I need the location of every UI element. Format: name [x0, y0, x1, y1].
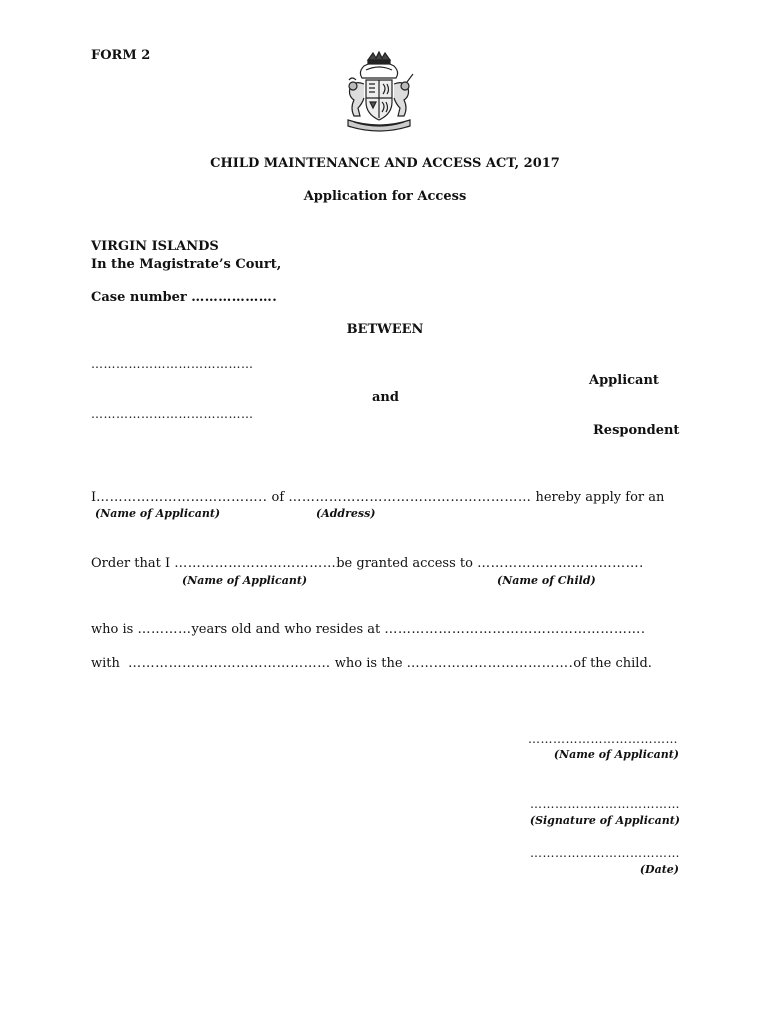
coat-of-arms-icon	[340, 50, 418, 138]
caption-order-name-of-applicant: (Name of Applicant)	[182, 574, 308, 587]
jurisdiction-court: In the Magistrate’s Court,	[91, 257, 282, 272]
application-line-3	[91, 622, 646, 637]
child-residence-blank[interactable]: ………………………………………………….	[384, 622, 646, 637]
respondent-label: Respondent	[593, 423, 680, 438]
respondent-name-field[interactable]: …………………………………	[91, 407, 254, 421]
line4-middle: who is the	[334, 656, 403, 671]
line2-middle: be granted access to	[336, 556, 473, 571]
child-age-blank[interactable]: …………	[137, 622, 192, 637]
case-number-field[interactable]: ……………….	[191, 290, 278, 305]
act-title: CHILD MAINTENANCE AND ACCESS ACT, 2017	[210, 156, 560, 171]
between-label: BETWEEN	[346, 322, 424, 337]
caption-signature: (Signature of Applicant)	[529, 814, 680, 827]
application-line-4	[91, 656, 652, 671]
applicant-name-blank[interactable]: ………………………………..	[96, 490, 268, 505]
application-line-2	[91, 556, 644, 571]
line1-prefix: I	[91, 490, 97, 505]
date-field[interactable]: ………………………………	[530, 846, 680, 860]
application-line-1	[91, 490, 664, 505]
form-subtitle: Application for Access	[303, 189, 467, 204]
case-number-row	[91, 290, 277, 305]
relationship-blank[interactable]: ……………………………….	[406, 656, 574, 671]
order-applicant-blank[interactable]: ………………………………	[174, 556, 337, 571]
caption-signature-name: (Name of Applicant)	[553, 748, 679, 761]
line4-prefix: with	[91, 656, 120, 671]
caption-name-of-applicant: (Name of Applicant)	[95, 507, 221, 520]
line2-prefix: Order that I	[91, 556, 171, 571]
line4-suffix: of the child.	[573, 656, 652, 671]
and-label: and	[372, 390, 399, 405]
line3-prefix: who is	[91, 622, 134, 637]
child-name-blank[interactable]: ……………………………….	[477, 556, 644, 571]
resident-person-blank[interactable]: ………………………………………	[128, 656, 331, 671]
caption-address: (Address)	[316, 507, 376, 520]
line1-suffix: hereby apply for an	[535, 490, 665, 505]
jurisdiction-territory: VIRGIN ISLANDS	[91, 239, 219, 254]
signature-field[interactable]: ………………………………	[530, 797, 680, 811]
applicant-name-field[interactable]: …………………………………	[91, 357, 254, 371]
signature-name-field[interactable]: ………………………………	[528, 732, 678, 746]
caption-name-of-child: (Name of Child)	[497, 574, 596, 587]
caption-date: (Date)	[639, 863, 679, 876]
line3-middle: years old and who resides at	[191, 622, 381, 637]
applicant-address-blank[interactable]: ………………………………………………	[288, 490, 532, 505]
case-number-label: Case number	[91, 290, 187, 305]
line1-of: of	[271, 490, 285, 505]
form-label: FORM 2	[91, 48, 151, 63]
applicant-label: Applicant	[589, 373, 659, 388]
